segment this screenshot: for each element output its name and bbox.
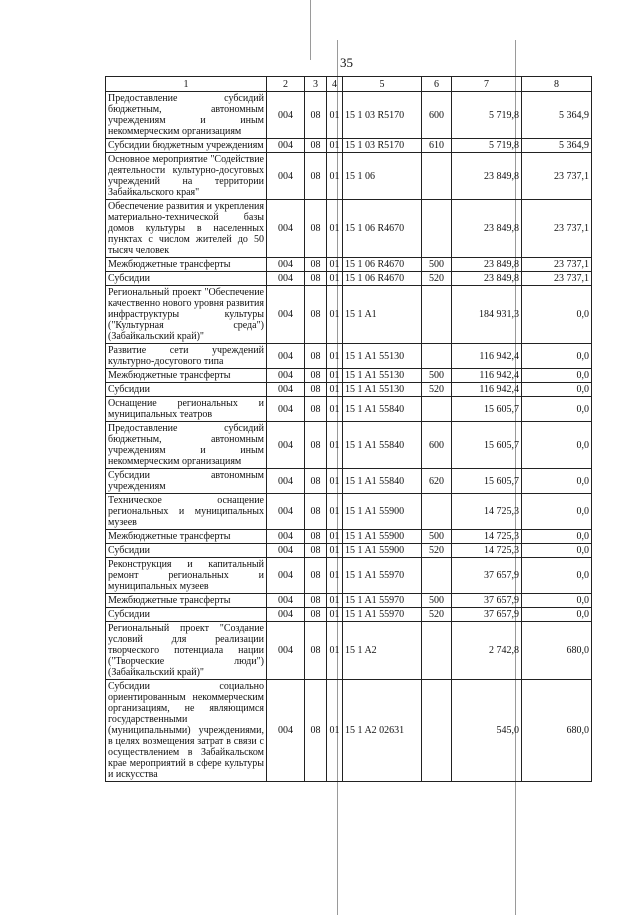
amount-year2-cell: 0,0	[522, 383, 592, 397]
amount-year2-cell: 680,0	[522, 680, 592, 782]
table-row	[106, 397, 592, 422]
ministry-code-cell: 004	[267, 680, 305, 782]
ministry-code-cell: 004	[267, 92, 305, 139]
row-name-cell: Межбюджетные трансферты	[106, 594, 267, 608]
expense-type-cell: 520	[422, 608, 452, 622]
expense-type-cell	[422, 680, 452, 782]
page-number: 35	[340, 55, 353, 70]
section-code-cell: 08	[305, 422, 327, 469]
subsection-code-cell: 01	[327, 344, 343, 369]
target-article-cell: 15 1 03 R5170	[343, 92, 422, 139]
amount-year2-cell: 0,0	[522, 286, 592, 344]
ministry-code-cell: 004	[267, 344, 305, 369]
column-header: 3	[305, 77, 327, 92]
section-code-cell: 08	[305, 530, 327, 544]
subsection-code-cell: 01	[327, 530, 343, 544]
row-name-cell: Предоставление субсидий бюджетным, автономным учреждениям и иным некоммерческим организациям	[106, 422, 267, 469]
table-row	[106, 469, 592, 494]
subsection-code-cell: 01	[327, 272, 343, 286]
amount-year1-cell: 23 849,8	[452, 200, 522, 258]
expense-type-cell	[422, 494, 452, 530]
ministry-code-cell: 004	[267, 558, 305, 594]
amount-year2-cell: 0,0	[522, 608, 592, 622]
subsection-code-cell: 01	[327, 369, 343, 383]
expense-type-cell: 610	[422, 139, 452, 153]
row-name-cell: Межбюджетные трансферты	[106, 369, 267, 383]
expense-type-cell: 520	[422, 272, 452, 286]
table-header-row	[106, 77, 592, 92]
subsection-code-cell: 01	[327, 286, 343, 344]
ministry-code-cell: 004	[267, 258, 305, 272]
target-article-cell: 15 1 A1 55130	[343, 344, 422, 369]
ministry-code-cell: 004	[267, 153, 305, 200]
expense-type-cell: 500	[422, 258, 452, 272]
row-name-cell: Предоставление субсидий бюджетным, автономным учреждениям и иным некоммерческим организациям	[106, 92, 267, 139]
ministry-code-cell: 004	[267, 272, 305, 286]
target-article-cell: 15 1 A1	[343, 286, 422, 344]
amount-year2-cell: 5 364,9	[522, 92, 592, 139]
column-header: 4	[327, 77, 343, 92]
row-name-cell: Субсидии	[106, 544, 267, 558]
amount-year1-cell: 15 605,7	[452, 469, 522, 494]
table-row	[106, 594, 592, 608]
subsection-code-cell: 01	[327, 153, 343, 200]
amount-year1-cell: 37 657,9	[452, 558, 522, 594]
section-code-cell: 08	[305, 369, 327, 383]
table-row	[106, 422, 592, 469]
column-header: 1	[106, 77, 267, 92]
section-code-cell: 08	[305, 622, 327, 680]
section-code-cell: 08	[305, 494, 327, 530]
target-article-cell: 15 1 06 R4670	[343, 272, 422, 286]
table-row	[106, 608, 592, 622]
target-article-cell: 15 1 A1 55970	[343, 594, 422, 608]
subsection-code-cell: 01	[327, 680, 343, 782]
amount-year2-cell: 23 737,1	[522, 153, 592, 200]
amount-year2-cell: 0,0	[522, 422, 592, 469]
table-row	[106, 258, 592, 272]
section-code-cell: 08	[305, 383, 327, 397]
column-header: 7	[452, 77, 522, 92]
section-code-cell: 08	[305, 92, 327, 139]
ministry-code-cell: 004	[267, 422, 305, 469]
row-name-cell: Реконструкция и капитальный ремонт региональных и муниципальных музеев	[106, 558, 267, 594]
section-code-cell: 08	[305, 608, 327, 622]
table-row	[106, 272, 592, 286]
subsection-code-cell: 01	[327, 258, 343, 272]
amount-year1-cell: 14 725,3	[452, 494, 522, 530]
subsection-code-cell: 01	[327, 422, 343, 469]
amount-year1-cell: 15 605,7	[452, 397, 522, 422]
amount-year2-cell: 23 737,1	[522, 200, 592, 258]
row-name-cell: Субсидии бюджетным учреждениям	[106, 139, 267, 153]
amount-year2-cell: 0,0	[522, 369, 592, 383]
target-article-cell: 15 1 06 R4670	[343, 200, 422, 258]
section-code-cell: 08	[305, 544, 327, 558]
ministry-code-cell: 004	[267, 369, 305, 383]
table-row	[106, 680, 592, 782]
amount-year1-cell: 15 605,7	[452, 422, 522, 469]
amount-year2-cell: 0,0	[522, 558, 592, 594]
ministry-code-cell: 004	[267, 594, 305, 608]
ministry-code-cell: 004	[267, 383, 305, 397]
table-row	[106, 92, 592, 139]
section-code-cell: 08	[305, 344, 327, 369]
expense-type-cell: 520	[422, 383, 452, 397]
table-row	[106, 530, 592, 544]
target-article-cell: 15 1 03 R5170	[343, 139, 422, 153]
expense-type-cell: 600	[422, 92, 452, 139]
subsection-code-cell: 01	[327, 469, 343, 494]
column-header: 8	[522, 77, 592, 92]
row-name-cell: Развитие сети учреждений культурно-досугового типа	[106, 344, 267, 369]
amount-year1-cell: 37 657,9	[452, 608, 522, 622]
row-name-cell: Техническое оснащение региональных и муниципальных музеев	[106, 494, 267, 530]
subsection-code-cell: 01	[327, 558, 343, 594]
amount-year2-cell: 5 364,9	[522, 139, 592, 153]
amount-year2-cell: 0,0	[522, 530, 592, 544]
target-article-cell: 15 1 06	[343, 153, 422, 200]
ministry-code-cell: 004	[267, 200, 305, 258]
table-row	[106, 622, 592, 680]
amount-year1-cell: 184 931,3	[452, 286, 522, 344]
section-code-cell: 08	[305, 200, 327, 258]
ministry-code-cell: 004	[267, 397, 305, 422]
subsection-code-cell: 01	[327, 92, 343, 139]
row-name-cell: Субсидии социально ориентированным некоммерческим организациям, не являющимся государственными (муниципальными) учреждениями, в целях возмещения затрат в связи с осуществлением в Забайкальском крае мероприятий в сфере культуры и искусства	[106, 680, 267, 782]
target-article-cell: 15 1 A1 55840	[343, 422, 422, 469]
expense-type-cell	[422, 622, 452, 680]
amount-year1-cell: 5 719,8	[452, 92, 522, 139]
expense-type-cell: 500	[422, 369, 452, 383]
subsection-code-cell: 01	[327, 200, 343, 258]
amount-year1-cell: 37 657,9	[452, 594, 522, 608]
expense-type-cell	[422, 200, 452, 258]
amount-year1-cell: 116 942,4	[452, 383, 522, 397]
row-name-cell: Оснащение региональных и муниципальных театров	[106, 397, 267, 422]
target-article-cell: 15 1 A1 55840	[343, 397, 422, 422]
target-article-cell: 15 1 A1 55900	[343, 544, 422, 558]
amount-year2-cell: 23 737,1	[522, 272, 592, 286]
amount-year2-cell: 0,0	[522, 594, 592, 608]
target-article-cell: 15 1 A2	[343, 622, 422, 680]
amount-year1-cell: 23 849,8	[452, 153, 522, 200]
ministry-code-cell: 004	[267, 139, 305, 153]
table-row	[106, 344, 592, 369]
column-header: 6	[422, 77, 452, 92]
table-row	[106, 153, 592, 200]
budget-table	[105, 76, 592, 782]
target-article-cell: 15 1 A1 55900	[343, 494, 422, 530]
row-name-cell: Субсидии автономным учреждениям	[106, 469, 267, 494]
amount-year1-cell: 23 849,8	[452, 272, 522, 286]
row-name-cell: Субсидии	[106, 272, 267, 286]
ministry-code-cell: 004	[267, 622, 305, 680]
table-row	[106, 369, 592, 383]
row-name-cell: Обеспечение развития и укрепления материально-технической базы домов культуры в населенных пунктах с числом жителей до 50 тысяч человек	[106, 200, 267, 258]
target-article-cell: 15 1 A2 02631	[343, 680, 422, 782]
section-code-cell: 08	[305, 258, 327, 272]
amount-year2-cell: 680,0	[522, 622, 592, 680]
subsection-code-cell: 01	[327, 622, 343, 680]
target-article-cell: 15 1 A1 55970	[343, 558, 422, 594]
amount-year1-cell: 116 942,4	[452, 369, 522, 383]
amount-year2-cell: 0,0	[522, 397, 592, 422]
section-code-cell: 08	[305, 594, 327, 608]
expense-type-cell: 500	[422, 594, 452, 608]
subsection-code-cell: 01	[327, 494, 343, 530]
row-name-cell: Субсидии	[106, 383, 267, 397]
subsection-code-cell: 01	[327, 544, 343, 558]
section-code-cell: 08	[305, 139, 327, 153]
target-article-cell: 15 1 A1 55130	[343, 369, 422, 383]
subsection-code-cell: 01	[327, 139, 343, 153]
amount-year1-cell: 14 725,3	[452, 530, 522, 544]
amount-year2-cell: 0,0	[522, 494, 592, 530]
table-row	[106, 494, 592, 530]
target-article-cell: 15 1 A1 55130	[343, 383, 422, 397]
expense-type-cell	[422, 558, 452, 594]
ministry-code-cell: 004	[267, 286, 305, 344]
row-name-cell: Межбюджетные трансферты	[106, 258, 267, 272]
amount-year2-cell: 0,0	[522, 344, 592, 369]
row-name-cell: Межбюджетные трансферты	[106, 530, 267, 544]
amount-year1-cell: 14 725,3	[452, 544, 522, 558]
amount-year1-cell: 5 719,8	[452, 139, 522, 153]
ministry-code-cell: 004	[267, 494, 305, 530]
amount-year1-cell: 23 849,8	[452, 258, 522, 272]
amount-year1-cell: 116 942,4	[452, 344, 522, 369]
row-name-cell: Субсидии	[106, 608, 267, 622]
section-code-cell: 08	[305, 397, 327, 422]
table-row	[106, 383, 592, 397]
row-name-cell: Региональный проект "Обеспечение качественно нового уровня развития инфраструктуры культуры ("Культурная среда") (Забайкальский край)"	[106, 286, 267, 344]
scan-fold-line	[310, 0, 311, 60]
subsection-code-cell: 01	[327, 594, 343, 608]
table-row	[106, 544, 592, 558]
row-name-cell: Основное мероприятие "Содействие деятельности культурно-досуговых учреждений на территории Забайкальского края"	[106, 153, 267, 200]
expense-type-cell: 500	[422, 530, 452, 544]
amount-year2-cell: 0,0	[522, 544, 592, 558]
expense-type-cell: 520	[422, 544, 452, 558]
section-code-cell: 08	[305, 558, 327, 594]
amount-year2-cell: 23 737,1	[522, 258, 592, 272]
subsection-code-cell: 01	[327, 608, 343, 622]
target-article-cell: 15 1 A1 55970	[343, 608, 422, 622]
amount-year2-cell: 0,0	[522, 469, 592, 494]
expense-type-cell	[422, 286, 452, 344]
section-code-cell: 08	[305, 153, 327, 200]
expense-type-cell: 600	[422, 422, 452, 469]
ministry-code-cell: 004	[267, 530, 305, 544]
section-code-cell: 08	[305, 680, 327, 782]
ministry-code-cell: 004	[267, 608, 305, 622]
expense-type-cell	[422, 397, 452, 422]
table-row	[106, 200, 592, 258]
amount-year1-cell: 2 742,8	[452, 622, 522, 680]
target-article-cell: 15 1 A1 55900	[343, 530, 422, 544]
subsection-code-cell: 01	[327, 383, 343, 397]
section-code-cell: 08	[305, 272, 327, 286]
ministry-code-cell: 004	[267, 469, 305, 494]
expense-type-cell	[422, 153, 452, 200]
target-article-cell: 15 1 A1 55840	[343, 469, 422, 494]
subsection-code-cell: 01	[327, 397, 343, 422]
table-row	[106, 558, 592, 594]
expense-type-cell	[422, 344, 452, 369]
column-header: 2	[267, 77, 305, 92]
target-article-cell: 15 1 06 R4670	[343, 258, 422, 272]
section-code-cell: 08	[305, 286, 327, 344]
table-row	[106, 286, 592, 344]
ministry-code-cell: 004	[267, 544, 305, 558]
row-name-cell: Региональный проект "Создание условий для реализации творческого потенциала нации ("Творческие люди") (Забайкальский край)"	[106, 622, 267, 680]
expense-type-cell: 620	[422, 469, 452, 494]
table-row	[106, 139, 592, 153]
column-header: 5	[343, 77, 422, 92]
amount-year1-cell: 545,0	[452, 680, 522, 782]
section-code-cell: 08	[305, 469, 327, 494]
